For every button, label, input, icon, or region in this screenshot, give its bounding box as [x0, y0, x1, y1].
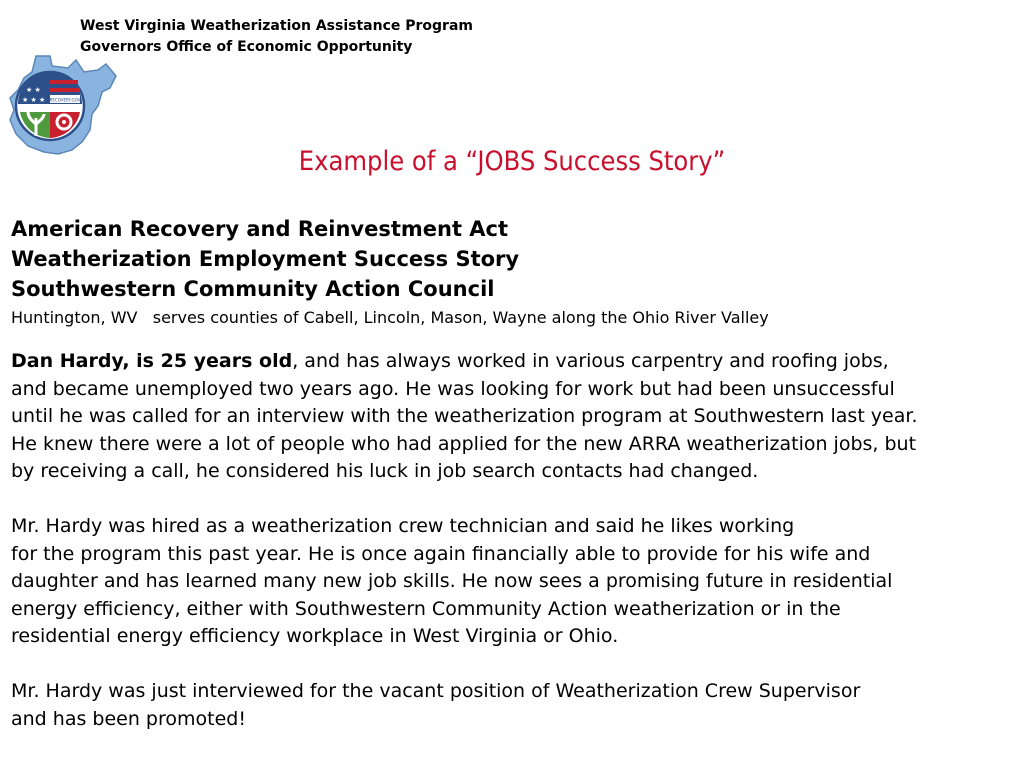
- agency-heading: Southwestern Community Action Council: [11, 277, 495, 301]
- act-heading: American Recovery and Reinvestment Act: [11, 217, 509, 241]
- location-line: Huntington, WV serves counties of Cabell, Lincoln, Mason, Wayne along the Ohio River Valley: [11, 308, 769, 327]
- page-header: [80, 16, 473, 58]
- story-headings: [11, 214, 519, 304]
- office-name: Governors Office of Economic Opportunity: [80, 39, 413, 55]
- paragraph-2-line-3: daughter and has learned many new job skills. He now sees a promising future in residential: [11, 570, 893, 592]
- paragraph-3: [11, 678, 1016, 733]
- seal-badge-text: RECOVERY.GOV: [49, 97, 81, 103]
- lead-bold-text: Dan Hardy, is 25 years old: [11, 350, 293, 372]
- wv-recovery-seal-icon: [6, 52, 122, 158]
- paragraph-1-line-3: until he was called for an interview with the weatherization program at Southwestern last year.: [11, 405, 918, 427]
- page-title: Example of a “JOBS Success Story”: [298, 146, 726, 177]
- paragraph-3-line-2: and has been promoted!: [11, 707, 246, 730]
- paragraph-1-line-5: by receiving a call, he considered his luck in job search contacts had changed.: [11, 460, 759, 482]
- line-1-rest: , and has always worked in various carpentry and roofing jobs,: [292, 350, 889, 372]
- paragraph-2-line-4: energy efficiency, either with Southwestern Community Action weatherization or in the: [11, 597, 841, 620]
- paragraph-1-line-2: and became unemployed two years ago. He was looking for work but had been unsuccessful: [11, 377, 895, 400]
- paragraph-2-line-5: residential energy efficiency workplace in West Virginia or Ohio.: [11, 625, 619, 647]
- paragraph-1: [11, 348, 1016, 486]
- story-heading: Weatherization Employment Success Story: [11, 247, 520, 271]
- paragraph-3-line-1: Mr. Hardy was just interviewed for the vacant position of Weatherization Crew Supervisor: [11, 680, 861, 702]
- svg-text:★ ★ ★: ★ ★ ★: [22, 96, 46, 104]
- paragraph-2-line-2: for the program this past year. He is once again financially able to provide for his wife and: [11, 542, 871, 565]
- paragraph-2: [11, 513, 1016, 651]
- paragraph-2-line-1: Mr. Hardy was hired as a weatherization crew technician and said he likes working: [11, 515, 795, 537]
- paragraph-1-line-1: [11, 348, 1016, 376]
- svg-text:★ ★: ★ ★: [26, 86, 41, 94]
- program-name: West Virginia Weatherization Assistance Program: [80, 18, 473, 34]
- paragraph-1-line-4: He knew there were a lot of people who had applied for the new ARRA weatherization jobs, but: [11, 432, 917, 455]
